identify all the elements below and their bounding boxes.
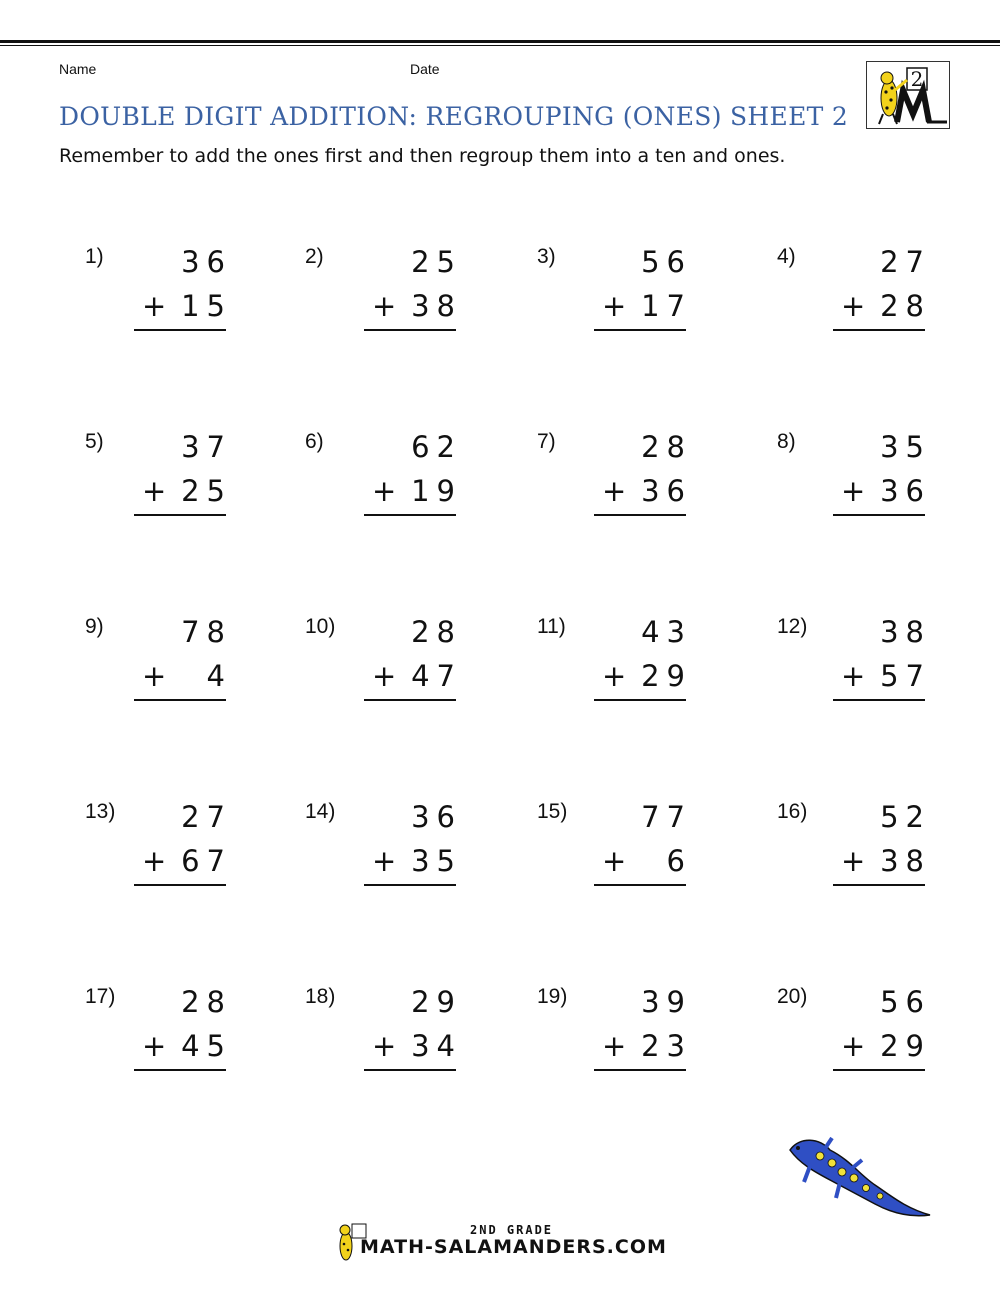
plus-sign: +: [841, 474, 866, 508]
problem-10: [305, 615, 462, 715]
plus-sign: +: [142, 474, 167, 508]
problem-19: [537, 985, 692, 1085]
addend-top: 78: [181, 615, 232, 649]
plus-sign: +: [602, 289, 627, 323]
answer-line: [594, 699, 686, 701]
plus-sign: +: [372, 474, 397, 508]
answer-line: [833, 514, 925, 516]
problem-number: 14): [305, 800, 336, 823]
addend-bottom: 28: [880, 289, 931, 323]
problem-7: [537, 430, 692, 530]
problem-2: [305, 245, 462, 345]
problem-18: [305, 985, 462, 1085]
problem-8: [777, 430, 931, 530]
problem-20: [777, 985, 931, 1085]
answer-line: [594, 329, 686, 331]
problem-number: 5): [85, 430, 104, 453]
problem-number: 16): [777, 800, 808, 823]
problem-12: [777, 615, 931, 715]
problem-6: [305, 430, 462, 530]
addend-bottom: 6: [666, 844, 692, 878]
addend-bottom: 67: [181, 844, 232, 878]
problem-17: [85, 985, 232, 1085]
addend-top: 37: [181, 430, 232, 464]
problem-number: 12): [777, 615, 808, 638]
plus-sign: +: [602, 844, 627, 878]
answer-line: [364, 884, 456, 886]
problem-3: [537, 245, 692, 345]
problem-13: [85, 800, 232, 900]
problem-number: 8): [777, 430, 796, 453]
answer-line: [364, 699, 456, 701]
answer-line: [134, 884, 226, 886]
addend-bottom: 29: [880, 1029, 931, 1063]
footer-site-text: MATH-SALAMANDERS.COM: [360, 1236, 667, 1258]
plus-sign: +: [372, 844, 397, 878]
addend-top: 28: [181, 985, 232, 1019]
problem-number: 18): [305, 985, 336, 1008]
addend-top: 39: [641, 985, 692, 1019]
addend-bottom: 38: [411, 289, 462, 323]
answer-line: [594, 1069, 686, 1071]
addend-top: 35: [880, 430, 931, 464]
addend-bottom: 35: [411, 844, 462, 878]
addend-top: 36: [411, 800, 462, 834]
plus-sign: +: [841, 1029, 866, 1063]
problem-number: 7): [537, 430, 556, 453]
plus-sign: +: [841, 844, 866, 878]
problem-number: 19): [537, 985, 568, 1008]
addend-top: 43: [641, 615, 692, 649]
answer-line: [594, 514, 686, 516]
addend-top: 27: [880, 245, 931, 279]
date-label: Date: [410, 61, 440, 77]
addend-bottom: 19: [411, 474, 462, 508]
salamander-illustration: [780, 1130, 940, 1230]
worksheet-instructions: Remember to add the ones first and then regroup them into a ten and ones.: [59, 145, 786, 167]
answer-line: [134, 514, 226, 516]
problem-4: [777, 245, 931, 345]
addend-bottom: 57: [880, 659, 931, 693]
problem-number: 1): [85, 245, 104, 268]
answer-line: [594, 884, 686, 886]
addend-top: 36: [181, 245, 232, 279]
salamander-icon: [780, 1130, 940, 1230]
addend-bottom: 23: [641, 1029, 692, 1063]
answer-line: [134, 1069, 226, 1071]
answer-line: [833, 1069, 925, 1071]
top-rule-thin: [0, 45, 1000, 46]
problem-11: [537, 615, 692, 715]
problem-number: 2): [305, 245, 324, 268]
problem-9: [85, 615, 232, 715]
plus-sign: +: [142, 659, 167, 693]
addend-bottom: 25: [181, 474, 232, 508]
addend-top: 56: [641, 245, 692, 279]
answer-line: [833, 329, 925, 331]
addend-top: 77: [641, 800, 692, 834]
plus-sign: +: [602, 474, 627, 508]
top-rule: [0, 40, 1000, 43]
addend-top: 28: [411, 615, 462, 649]
answer-line: [833, 699, 925, 701]
problem-number: 9): [85, 615, 104, 638]
logo-grade-number: 2: [910, 67, 924, 91]
addend-bottom: 29: [641, 659, 692, 693]
answer-line: [134, 329, 226, 331]
problem-number: 11): [537, 615, 566, 638]
name-label: Name: [59, 61, 97, 77]
addend-top: 27: [181, 800, 232, 834]
plus-sign: +: [841, 289, 866, 323]
answer-line: [364, 1069, 456, 1071]
answer-line: [364, 329, 456, 331]
addend-top: 28: [641, 430, 692, 464]
addend-bottom: 36: [641, 474, 692, 508]
addend-bottom: 4: [206, 659, 232, 693]
addend-top: 38: [880, 615, 931, 649]
answer-line: [134, 699, 226, 701]
problem-15: [537, 800, 692, 900]
plus-sign: +: [602, 659, 627, 693]
plus-sign: +: [841, 659, 866, 693]
problem-number: 20): [777, 985, 808, 1008]
footer-grade-text: 2ND GRADE: [470, 1223, 554, 1237]
problem-14: [305, 800, 462, 900]
addend-top: 25: [411, 245, 462, 279]
addend-bottom: 47: [411, 659, 462, 693]
addend-top: 56: [880, 985, 931, 1019]
addend-bottom: 17: [641, 289, 692, 323]
problem-number: 17): [85, 985, 116, 1008]
grade-logo: [866, 61, 950, 129]
problem-1: [85, 245, 232, 345]
salamander-teacher-icon: [867, 62, 949, 128]
problem-number: 6): [305, 430, 324, 453]
addend-top: 29: [411, 985, 462, 1019]
problem-number: 13): [85, 800, 116, 823]
plus-sign: +: [142, 1029, 167, 1063]
addend-bottom: 38: [880, 844, 931, 878]
addend-top: 62: [411, 430, 462, 464]
addend-bottom: 36: [880, 474, 931, 508]
plus-sign: +: [372, 1029, 397, 1063]
addend-bottom: 34: [411, 1029, 462, 1063]
plus-sign: +: [602, 1029, 627, 1063]
worksheet-title: DOUBLE DIGIT ADDITION: REGROUPING (ONES) SHEET 2: [59, 102, 849, 131]
plus-sign: +: [372, 659, 397, 693]
addend-bottom: 45: [181, 1029, 232, 1063]
plus-sign: +: [142, 289, 167, 323]
problem-number: 15): [537, 800, 568, 823]
answer-line: [364, 514, 456, 516]
plus-sign: +: [372, 289, 397, 323]
problem-number: 3): [537, 245, 556, 268]
addend-bottom: 15: [181, 289, 232, 323]
problem-5: [85, 430, 232, 530]
addend-top: 52: [880, 800, 931, 834]
plus-sign: +: [142, 844, 167, 878]
problem-number: 4): [777, 245, 796, 268]
answer-line: [833, 884, 925, 886]
problem-number: 10): [305, 615, 336, 638]
problem-16: [777, 800, 931, 900]
